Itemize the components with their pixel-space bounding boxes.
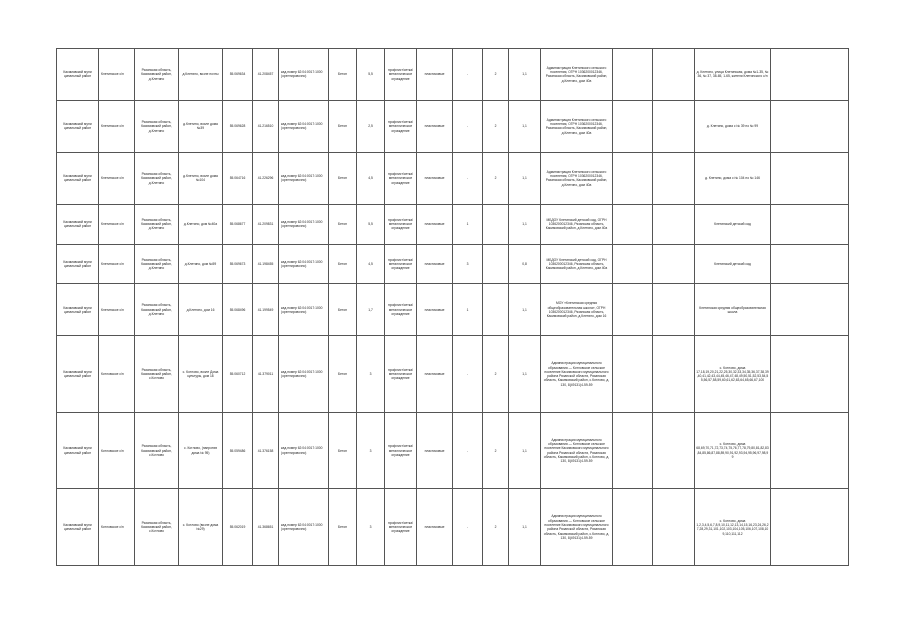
container-count-a-cell: 1 — [453, 284, 483, 336]
region-address-cell: Рязанская область, Касимовский район, д.Клетино — [135, 284, 179, 336]
settlement-cell: Клетинское с/п — [99, 100, 135, 152]
cadastre-cell: кад.номер 62:04:0017:1000 (орентировочно) — [279, 336, 329, 413]
container-volume-cell: 1,1 — [509, 412, 541, 489]
cadastre-cell: кад.номер 62:04:0017:1000 (орентировочно) — [279, 489, 329, 566]
owner-cell: Администрация муниципального образования — Котловское сельское поселение Касимовского муниципального района Рязанской области, Рязанская область, Касимовский район, с.Котлово, д. 130, 8(49131)4-59-59 — [541, 336, 613, 413]
settlement-cell: Котловское с/п — [99, 336, 135, 413]
district-cell: Касимовский муни ципальный район — [57, 284, 99, 336]
region-address-cell: Рязанская область, Касимовский район, д.Клетино — [135, 244, 179, 284]
fence-cell: профлист/сетка/ металлическое ограждение — [385, 152, 417, 204]
cadastre-cell: кад.номер 62:04:0017:1000 (орентировочно) — [279, 412, 329, 489]
container-type-cell: пластиковые — [417, 49, 453, 101]
table-row — [57, 152, 849, 204]
cadastre-cell: кад.номер 62:04:0017:1000 (орентировочно) — [279, 100, 329, 152]
owner-cell: МБДОУ Клетинский детский сад, ОГРН 1036200012346, Рязанская область, Касимовский район, д.Клетино, дом 40а — [541, 244, 613, 284]
place-cell: д.Клетино, возле дома №104 — [179, 152, 223, 204]
empty-cell — [613, 152, 653, 204]
empty-cell — [771, 244, 849, 284]
area-cell: 4,5 — [357, 244, 385, 284]
area-cell: 4,5 — [357, 152, 385, 204]
empty-cell — [653, 244, 695, 284]
waste-sources-cell: Клетинский детский сад — [695, 244, 771, 284]
empty-cell — [771, 284, 849, 336]
longitude-cell: 41.208457 — [253, 49, 279, 101]
longitude-cell: 41.368651 — [253, 489, 279, 566]
table-row — [57, 100, 849, 152]
fence-cell: профлист/сетка/ металлическое ограждение — [385, 49, 417, 101]
settlement-cell: Клетинское с/п — [99, 152, 135, 204]
container-count-b-cell: 2 — [483, 152, 509, 204]
longitude-cell: 41.226296 — [253, 152, 279, 204]
longitude-cell: 41.216510 — [253, 100, 279, 152]
waste-sources-cell: д. Клетино, дома с № 39 по № 99 — [695, 100, 771, 152]
district-cell: Касимовский муни ципальный район — [57, 336, 99, 413]
waste-sources-cell: Клетинская средняя общеобразовательная школа — [695, 284, 771, 336]
owner-cell: МБДОУ Клетинский детский сад, ОГРН 1036200012346, Рязанская область, Касимовский район, д.Клетино, дом 40а — [541, 204, 613, 244]
empty-cell — [653, 284, 695, 336]
container-count-a-cell: - — [453, 412, 483, 489]
settlement-cell: Клетинское с/п — [99, 49, 135, 101]
waste-sites-registry-table — [56, 48, 849, 566]
longitude-cell: 41.376158 — [253, 412, 279, 489]
container-volume-cell: 1,1 — [509, 49, 541, 101]
owner-cell: МОУ «Клетинская средняя общеобразовательная школа», ОГРН 1036200012346, Рязанская область, Касимовский район, д.Клетино, дом 16 — [541, 284, 613, 336]
surface-cover-cell: Бетон — [329, 152, 357, 204]
district-cell: Касимовский муни ципальный район — [57, 204, 99, 244]
table-row — [57, 204, 849, 244]
container-volume-cell: 1,1 — [509, 100, 541, 152]
empty-cell — [613, 489, 653, 566]
empty-cell — [653, 204, 695, 244]
empty-cell — [653, 152, 695, 204]
empty-cell — [771, 152, 849, 204]
latitude-cell: 55.069628 — [223, 100, 253, 152]
region-address-cell: Рязанская область, Касимовский район, д.Клетино — [135, 204, 179, 244]
empty-cell — [613, 412, 653, 489]
empty-cell — [613, 336, 653, 413]
container-type-cell: пластиковые — [417, 152, 453, 204]
container-count-b-cell: 2 — [483, 489, 509, 566]
empty-cell — [771, 100, 849, 152]
container-count-a-cell: - — [453, 152, 483, 204]
container-volume-cell: 1,1 — [509, 489, 541, 566]
table-row — [57, 49, 849, 101]
longitude-cell: 41.379011 — [253, 336, 279, 413]
empty-cell — [613, 204, 653, 244]
cadastre-cell: кад.номер 62:04:0017:1000 (орентировочно) — [279, 49, 329, 101]
container-type-cell: пластиковые — [417, 412, 453, 489]
cadastre-cell: кад.номер 62:04:0017:1000 (орентировочно) — [279, 204, 329, 244]
fence-cell: профлист/сетка/ металлическое ограждение — [385, 489, 417, 566]
latitude-cell: 55.069634 — [223, 49, 253, 101]
empty-cell — [771, 489, 849, 566]
latitude-cell: 55.060712 — [223, 336, 253, 413]
place-cell: д.Клетино, дом №40а — [179, 204, 223, 244]
empty-cell — [613, 244, 653, 284]
surface-cover-cell: Бетон — [329, 100, 357, 152]
fence-cell: профлист/сетка/ металлическое ограждение — [385, 204, 417, 244]
empty-cell — [771, 336, 849, 413]
empty-cell — [771, 204, 849, 244]
container-count-a-cell: - — [453, 100, 483, 152]
empty-cell — [613, 49, 653, 101]
district-cell: Касимовский муни ципальный район — [57, 244, 99, 284]
place-cell: д.Клетино, возле дома №39 — [179, 100, 223, 152]
region-address-cell: Рязанская область, Касимовский район, с.Котлово — [135, 489, 179, 566]
area-cell: 5,5 — [357, 204, 385, 244]
empty-cell — [771, 49, 849, 101]
latitude-cell: 55.059486 — [223, 412, 253, 489]
empty-cell — [613, 284, 653, 336]
table-row — [57, 284, 849, 336]
surface-cover-cell: Бетон — [329, 284, 357, 336]
empty-cell — [653, 49, 695, 101]
empty-cell — [613, 100, 653, 152]
latitude-cell: 55.068496 — [223, 284, 253, 336]
longitude-cell: 41.209831 — [253, 204, 279, 244]
area-cell: 1,7 — [357, 284, 385, 336]
district-cell: Касимовский муни ципальный район — [57, 152, 99, 204]
fence-cell: профлист/сетка/ металлическое ограждение — [385, 284, 417, 336]
container-count-a-cell: - — [453, 489, 483, 566]
owner-cell: Администрация муниципального образования — Котловское сельское поселение Касимовского муниципального района Рязанской области, Рязанская область, Касимовский район, с.Котлово, д. 130, 8(49131)4-59-59 — [541, 489, 613, 566]
latitude-cell: 55.064716 — [223, 152, 253, 204]
district-cell: Касимовский муни ципальный район — [57, 100, 99, 152]
place-cell: д.Клетино, дом 16 — [179, 284, 223, 336]
latitude-cell: 55.062019 — [223, 489, 253, 566]
settlement-cell: Котловское с/п — [99, 412, 135, 489]
container-volume-cell: 1,1 — [509, 152, 541, 204]
area-cell: 2,5 — [357, 100, 385, 152]
district-cell: Касимовский муни ципальный район — [57, 412, 99, 489]
container-type-cell: пластиковые — [417, 489, 453, 566]
container-type-cell: пластиковые — [417, 244, 453, 284]
container-count-a-cell: 1 — [453, 204, 483, 244]
waste-sources-cell: с. Котлово, дома 17,18,19,20,21,22,25,30,32,33,34,35,36,37,38,39,40,41,42,43,44,45,46,47,48,49,50,51,52,53,54,55,56,57,58,59,60,61,62,63,64,65,66,67,100 — [695, 336, 771, 413]
longitude-cell: 41.199549 — [253, 284, 279, 336]
region-address-cell: Рязанская область, Касимовский район, д.Клетино — [135, 100, 179, 152]
container-count-b-cell: 2 — [483, 336, 509, 413]
region-address-cell: Рязанская область, Касимовский район, с.Котлово — [135, 412, 179, 489]
container-count-b-cell — [483, 284, 509, 336]
owner-cell: Администрация Клетинского сельского поселения, ОГРН 1036200012346, Рязанская область, Касимовский район, д.Клетино, дом 40а — [541, 49, 613, 101]
empty-cell — [653, 489, 695, 566]
fence-cell: профлист/сетка/ металлическое ограждение — [385, 244, 417, 284]
latitude-cell: 55.068677 — [223, 204, 253, 244]
empty-cell — [653, 100, 695, 152]
container-volume-cell: 1,1 — [509, 336, 541, 413]
table-row — [57, 489, 849, 566]
container-type-cell: пластиковые — [417, 100, 453, 152]
surface-cover-cell: Бетон — [329, 489, 357, 566]
surface-cover-cell: Бетон — [329, 49, 357, 101]
table-row — [57, 412, 849, 489]
waste-sources-cell: д. Клетино, улица Клетинская, дома №1-35, № 36, № 37, 38-65, 1-65, жители Клетинского с/п — [695, 49, 771, 101]
place-cell: с. Котлово (возле дома №29) — [179, 489, 223, 566]
owner-cell: Администрация муниципального образования — Котловское сельское поселение Касимовского муниципального района Рязанской области, Рязанская область, Касимовский район, с.Котлово, д. 130, 8(49131)4-59-59 — [541, 412, 613, 489]
registry-body — [57, 49, 849, 566]
waste-sources-cell: с. Котлово, дома 1,2,3,4,5,6,7,8,9,10,11,12,13,14,15,16,23,24,26,27,28,29,31,101,102,103,104,105,106,107,108,109,110,111,112 — [695, 489, 771, 566]
surface-cover-cell: Бетон — [329, 412, 357, 489]
longitude-cell: 41.198455 — [253, 244, 279, 284]
cadastre-cell: кад.номер 62:04:0017:1000 (орентировочно) — [279, 244, 329, 284]
table-row — [57, 336, 849, 413]
container-count-a-cell: - — [453, 49, 483, 101]
waste-sources-cell: с. Котлово, дома 68,69,70,71,72,73,74,75,76,77,78,79,80,81,82,83,84,85,86,87,88,89,90,91,92,93,94,95,96,97,98,99 — [695, 412, 771, 489]
region-address-cell: Рязанская область, Касимовский район, д.Клетино — [135, 49, 179, 101]
surface-cover-cell: Бетон — [329, 244, 357, 284]
container-type-cell: пластиковые — [417, 284, 453, 336]
area-cell: 5,5 — [357, 49, 385, 101]
waste-sources-cell: д. Клетино, дома с № 104 по № 146 — [695, 152, 771, 204]
container-count-b-cell: 2 — [483, 100, 509, 152]
district-cell: Касимовский муни ципальный район — [57, 489, 99, 566]
settlement-cell: Котловское с/п — [99, 489, 135, 566]
container-count-b-cell: 2 — [483, 412, 509, 489]
surface-cover-cell: Бетон — [329, 336, 357, 413]
container-count-a-cell: 3 — [453, 244, 483, 284]
container-count-b-cell — [483, 204, 509, 244]
container-count-a-cell: - — [453, 336, 483, 413]
cadastre-cell: кад.номер 62:04:0017:1000 (орентировочно) — [279, 284, 329, 336]
region-address-cell: Рязанская область, Касимовский район, д.Клетино — [135, 152, 179, 204]
settlement-cell: Клетинское с/п — [99, 244, 135, 284]
empty-cell — [653, 336, 695, 413]
place-cell: с. Котлово, возле Дома культуры, дом 18 — [179, 336, 223, 413]
container-type-cell: пластиковые — [417, 204, 453, 244]
area-cell: 3 — [357, 489, 385, 566]
table-row — [57, 244, 849, 284]
empty-cell — [771, 412, 849, 489]
container-volume-cell: 0,8 — [509, 244, 541, 284]
place-cell: с. Котлово, (напротив дома № 95) — [179, 412, 223, 489]
container-count-b-cell: 2 — [483, 49, 509, 101]
surface-cover-cell: Бетон — [329, 204, 357, 244]
settlement-cell: Клетинское с/п — [99, 204, 135, 244]
container-type-cell: пластиковые — [417, 336, 453, 413]
area-cell: 3 — [357, 336, 385, 413]
fence-cell: профлист/сетка/ металлическое ограждение — [385, 100, 417, 152]
owner-cell: Администрация Клетинского сельского поселения, ОГРН 1036200012346, Рязанская область, Касимовский район, д.Клетино, дом 40а — [541, 100, 613, 152]
waste-sources-cell: Клетинский детский сад — [695, 204, 771, 244]
fence-cell: профлист/сетка/ металлическое ограждение — [385, 336, 417, 413]
empty-cell — [653, 412, 695, 489]
area-cell: 3 — [357, 412, 385, 489]
place-cell: д.Клетино, дом №59 — [179, 244, 223, 284]
container-volume-cell: 1,1 — [509, 204, 541, 244]
cadastre-cell: кад.номер 62:04:0017:1000 (орентировочно) — [279, 152, 329, 204]
district-cell: Касимовский муни ципальный район — [57, 49, 99, 101]
fence-cell: профлист/сетка/ металлическое ограждение — [385, 412, 417, 489]
place-cell: д.Клетино, возле почты — [179, 49, 223, 101]
latitude-cell: 55.069673 — [223, 244, 253, 284]
owner-cell: Администрация Клетинского сельского поселения, ОГРН 1036200012346, Рязанская область, Касимовский район, д.Клетино, дом 40а — [541, 152, 613, 204]
region-address-cell: Рязанская область, Касимовский район, с.Котлово — [135, 336, 179, 413]
container-volume-cell: 1,1 — [509, 284, 541, 336]
container-count-b-cell — [483, 244, 509, 284]
settlement-cell: Клетинское с/п — [99, 284, 135, 336]
